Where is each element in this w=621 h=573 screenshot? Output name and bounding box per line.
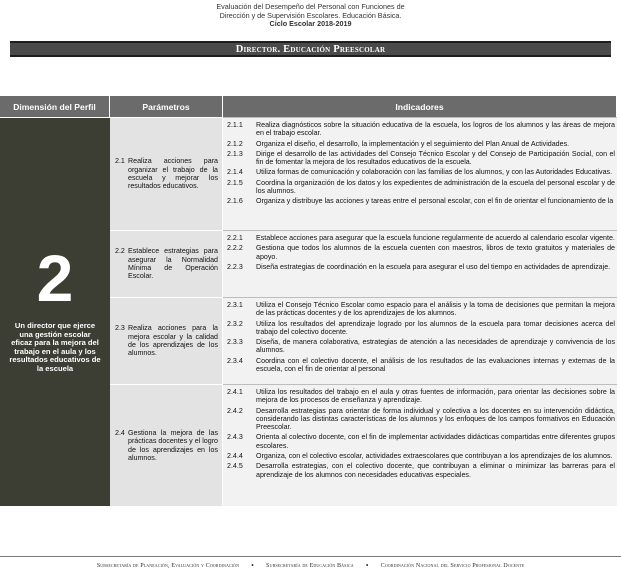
indicator-number: 2.4.3 xyxy=(227,433,243,442)
parameter-cell xyxy=(110,384,223,506)
indicator-number: 2.3.2 xyxy=(227,319,243,328)
indicator-number: 2.3.3 xyxy=(227,338,243,347)
indicator-item xyxy=(227,462,615,479)
indicator-text: Desarrolla estrategias, con el colectivo docente, que contribuyan a eliminar o minimizar las barreras para el aprendizaje de los alumnos con necesidades educativas especiales. xyxy=(256,462,615,479)
indicator-item xyxy=(227,407,615,432)
indicator-item xyxy=(227,263,615,271)
indicator-item xyxy=(227,168,615,176)
indicator-number: 2.4.5 xyxy=(227,462,243,471)
indicator-number: 2.2.2 xyxy=(227,244,243,253)
indicator-item xyxy=(227,140,615,148)
indicator-number: 2.1.1 xyxy=(227,121,243,129)
indicator-number: 2.1.2 xyxy=(227,139,243,148)
indicator-text: Gestiona que todos los alumnos de la escuela cuenten con maestros, libros de texto gratuitos y materiales de apoyo. xyxy=(256,244,615,261)
parameter-text: Gestiona la mejora de las prácticas docentes y el logro de los aprendizajes en los alumnos. xyxy=(128,428,218,462)
indicator-number: 2.1.6 xyxy=(227,197,243,206)
indicator-item xyxy=(227,433,615,450)
indicator-text: Dirige el desarrollo de las actividades del Consejo Técnico Escolar y del Consejo de Participación Social, con el fin de fomentar la mejora de los resultados educativos de la escuela. xyxy=(256,149,615,167)
indicator-item xyxy=(227,338,615,355)
indicators-cell xyxy=(223,117,617,230)
indicator-number: 2.1.3 xyxy=(227,149,243,158)
indicator-item xyxy=(227,388,615,405)
parameter-text: Realiza acciones para la mejora escolar y la calidad de los aprendizajes de los alumnos. xyxy=(128,324,218,358)
indicator-item xyxy=(227,357,615,374)
header-line-3: Ciclo Escolar 2018-2019 xyxy=(269,19,352,29)
indicator-text: Realiza diagnósticos sobre la situación educativa de la escuela, los logros de los alumnos y las áreas de mejora en el trabajo escolar. xyxy=(256,121,615,138)
indicator-text: Utiliza los resultados del trabajo en el aula y otras fuentes de información, para orientar las decisiones sobre la mejora de los procesos de enseñanza y aprendizaje. xyxy=(256,388,615,405)
parameter-cell xyxy=(110,117,223,230)
indicator-number: 2.2.3 xyxy=(227,262,243,271)
indicator-number: 2.4.4 xyxy=(227,452,243,461)
profile-table xyxy=(0,96,617,549)
indicator-number: 2.1.4 xyxy=(227,168,243,177)
parameter-number: 2.3 xyxy=(115,324,125,333)
indicator-text: Diseña estrategias de coordinación en la escuela para asegurar el uso del tiempo en actividades de aprendizaje. xyxy=(256,262,611,271)
indicator-text: Organiza el diseño, el desarrollo, la implementación y el seguimiento del Plan Anual de Actividades. xyxy=(256,139,570,148)
dimension-number: 2 xyxy=(36,241,74,315)
indicator-text: Organiza, con el colectivo escolar, actividades extraescolares que contribuyan a los aprendizajes de los alumnos. xyxy=(256,452,613,461)
col-header-parameters: Parámetros xyxy=(110,96,223,117)
parameter-text: Realiza acciones para organizar el trabajo de la escuela y mejorar los resultados educativos. xyxy=(128,157,218,191)
indicators-cell xyxy=(223,230,617,297)
parameter-number: 2.1 xyxy=(115,157,125,166)
document-header xyxy=(0,3,621,29)
indicator-item xyxy=(227,179,615,196)
indicator-text: Orienta al colectivo docente, con el fin de implementar actividades didácticas compartidas entre diferentes grupos escolares. xyxy=(256,433,615,450)
indicator-item xyxy=(227,197,615,205)
indicator-item xyxy=(227,244,615,261)
indicator-text: Utiliza los resultados del aprendizaje logrado por los alumnos de la escuela para tomar decisiones acerca del trabajo del colectivo docente. xyxy=(256,319,615,336)
section-title: Director. Educación Preescolar xyxy=(235,43,386,55)
footer-item: Subsecretaría de Educación Básica xyxy=(266,561,354,569)
indicator-number: 2.2.1 xyxy=(227,234,243,242)
indicator-item xyxy=(227,452,615,460)
header-line-2: Dirección y de Supervisión Escolares. Educación Básica. xyxy=(219,10,402,20)
indicator-text: Diseña, de manera colaborativa, estrategias de atención a las necesidades de aprendizaje y convivencia de los alumnos. xyxy=(256,338,615,355)
header-line-1: Evaluación del Desempeño del Personal con Funciones de xyxy=(216,2,405,11)
parameter-number: 2.4 xyxy=(115,428,125,437)
parameter-number: 2.2 xyxy=(115,247,125,256)
indicator-number: 2.1.5 xyxy=(227,178,243,187)
indicator-text: Coordina la organización de los datos y los expedientes de administración de la escuela del personal escolar y de los alumnos. xyxy=(256,178,615,196)
section-title-bar xyxy=(10,41,611,57)
indicator-item xyxy=(227,234,615,242)
footer-separator: • xyxy=(365,560,369,570)
indicator-text: Establece acciones para asegurar que la escuela funcione regularmente de acuerdo al calendario escolar vigente. xyxy=(256,234,615,242)
indicator-text: Coordina con el colectivo docente, el análisis de los resultados de las evaluaciones internas y externas de la escuela, con el fin de orientar al personal xyxy=(256,356,615,374)
indicators-cell xyxy=(223,297,617,384)
indicator-text: Utiliza formas de comunicación y colaboración con las familias de los alumnos, y con las Autoridades Educativas. xyxy=(256,168,613,177)
indicator-item xyxy=(227,301,615,318)
parameter-cell xyxy=(110,297,223,384)
col-header-dimension: Dimensión del Perfil xyxy=(0,96,110,117)
dimension-cell xyxy=(0,117,110,506)
indicator-item xyxy=(227,121,615,138)
footer-item: Coordinación Nacional del Servicio Profesional Docente xyxy=(380,561,525,569)
indicator-text: Desarrolla estrategias para orientar de forma individual y colectiva a los docentes en su intervención didáctica, considerando las distintas características de los alumnos y los enfoques de los campos formativos en Educación Preescolar. xyxy=(256,406,615,432)
indicator-number: 2.4.1 xyxy=(227,388,243,396)
dimension-description: Un director que ejerce una gestión escolar eficaz para la mejora del trabajo en el aula y los resultados educativos de la escuela xyxy=(9,321,101,373)
footer-item: Subsecretaría de Planeación, Evaluación y Coordinación xyxy=(96,561,240,569)
indicator-number: 2.4.2 xyxy=(227,406,243,415)
indicator-text: Utiliza el Consejo Técnico Escolar como espacio para el análisis y la toma de decisiones que permitan la mejora de las prácticas docentes y de los aprendizajes de los alumnos. xyxy=(256,301,615,318)
indicator-text: Organiza y distribuye las acciones y tareas entre el personal escolar, con el fin de orientar el funcionamiento de la xyxy=(256,197,614,206)
parameter-text: Establece estrategias para asegurar la Normalidad Mínima de Operación Escolar. xyxy=(128,247,218,281)
parameter-cell xyxy=(110,230,223,297)
indicators-cell xyxy=(223,384,617,506)
indicator-number: 2.3.1 xyxy=(227,301,243,309)
footer-separator: • xyxy=(251,560,255,570)
col-header-indicators: Indicadores xyxy=(223,96,617,117)
indicator-item xyxy=(227,320,615,337)
document-footer xyxy=(0,556,621,573)
indicator-number: 2.3.4 xyxy=(227,356,243,365)
indicator-item xyxy=(227,150,615,167)
